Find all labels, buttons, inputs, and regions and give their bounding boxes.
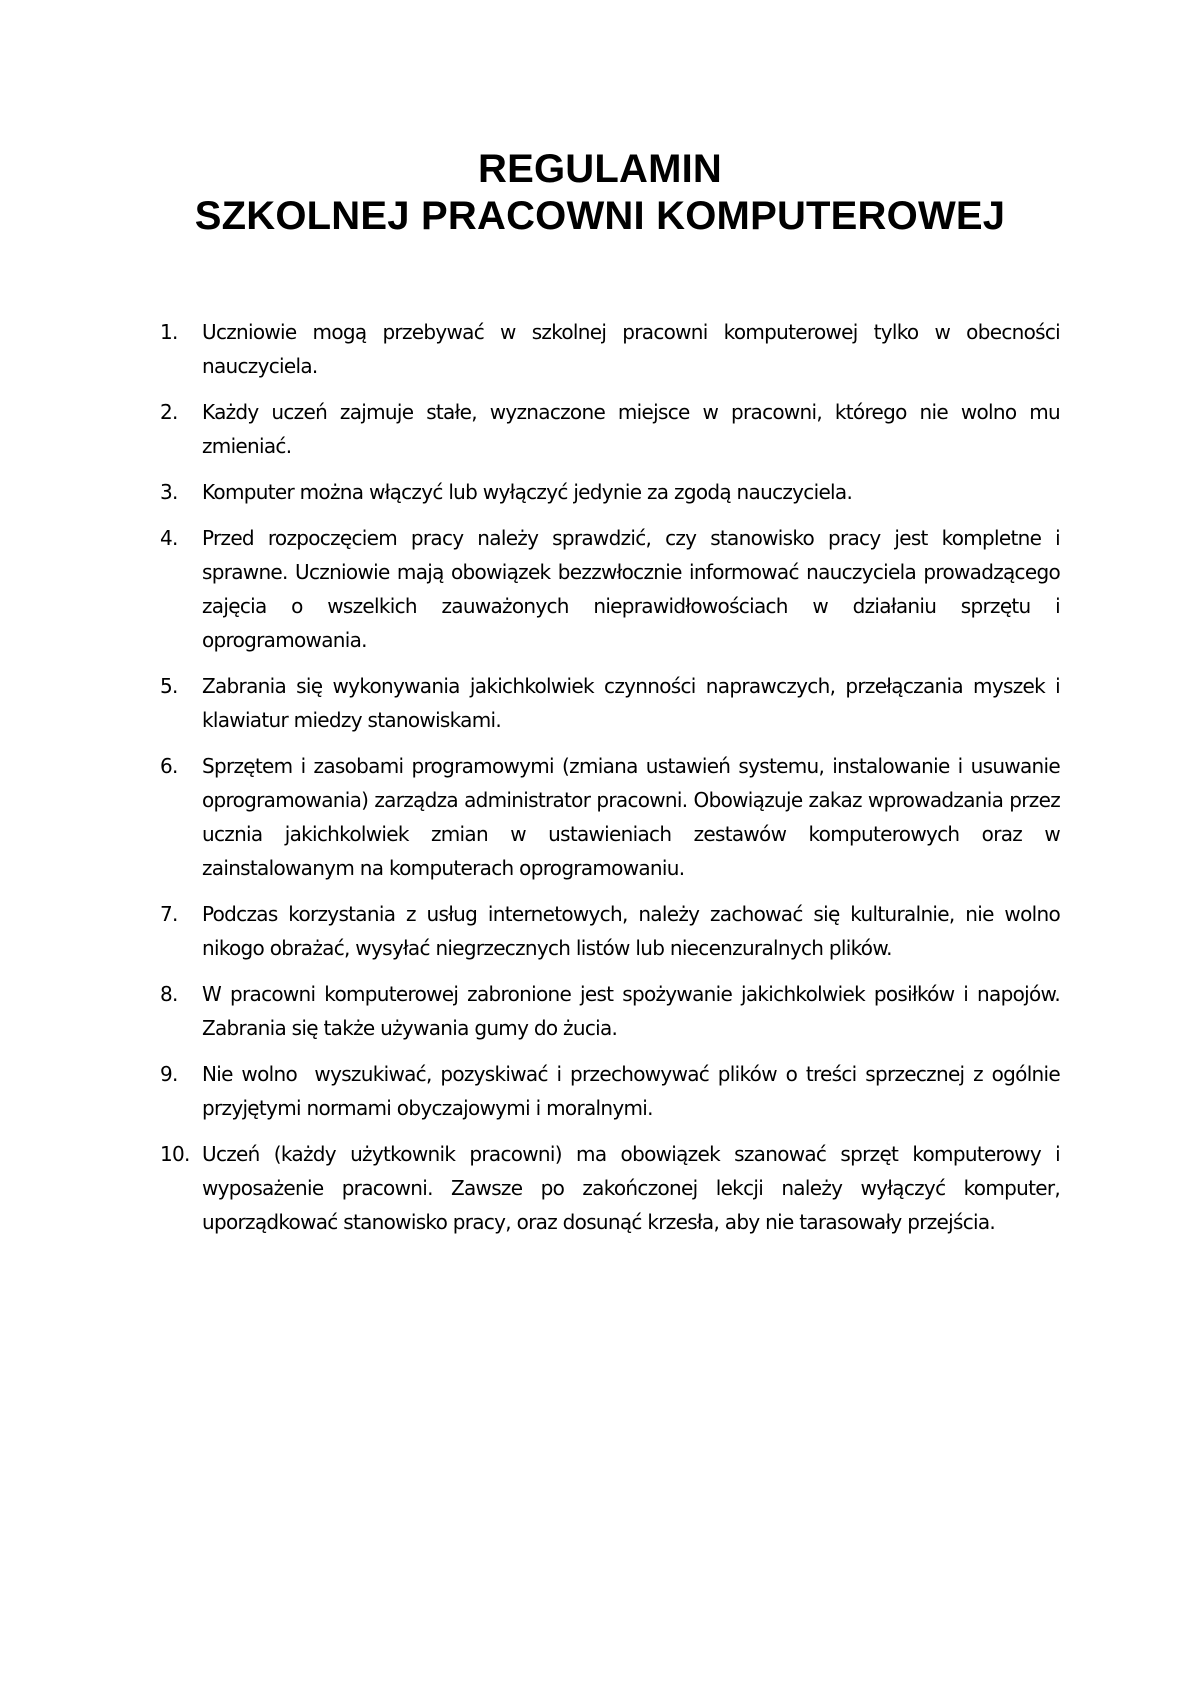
rule-text: Uczeń (każdy użytkownik pracowni) ma obowiązek szanować sprzęt komputerowy i wyposażenie pracowni. Zawsze po zakończonej lekcji należy wyłączyć komputer, uporządkować stanowisko pracy, oraz dosunąć krzesła, aby nie tarasowały przejścia. — [202, 1142, 1060, 1234]
document-title — [0, 146, 1200, 240]
rule-text: Komputer można włączyć lub wyłączyć jedynie za zgodą nauczyciela. — [202, 480, 853, 504]
rule-text: Przed rozpoczęciem pracy należy sprawdzić, czy stanowisko pracy jest kompletne i sprawne. Uczniowie mają obowiązek bezzwłocznie informować nauczyciela prowadzącego zajęcia o wszelkich zauważonych nieprawidłowościach w działaniu sprzętu i oprogramowania. — [202, 526, 1060, 652]
rule-item-9 — [160, 1057, 1066, 1125]
rule-item-7 — [160, 897, 1060, 965]
rule-item-2 — [160, 395, 1060, 463]
rule-text: Sprzętem i zasobami programowymi (zmiana ustawień systemu, instalowanie i usuwanie oprogramowania) zarządza administrator pracowni. Obowiązuje zakaz wprowadzania przez ucznia jakichkolwiek zmian w ustawieniach zestawów komputerowych oraz w zainstalowanym na komputerach oprogramowaniu. — [202, 754, 1060, 880]
rule-number: 10. — [160, 1142, 190, 1166]
rule-item-5 — [160, 669, 1060, 737]
rule-number: 4. — [160, 526, 178, 550]
rule-text: Podczas korzystania z usług internetowych, należy zachować się kulturalnie, nie wolno nikogo obrażać, wysyłać niegrzecznych listów lub niecenzuralnych plików. — [202, 902, 1060, 960]
title-line-2: SZKOLNEJ PRACOWNI KOMPUTEROWEJ — [194, 194, 1006, 238]
rule-number: 6. — [160, 754, 178, 778]
rule-item-8 — [160, 977, 1060, 1045]
rule-number: 9. — [160, 1062, 178, 1086]
rule-item-6 — [160, 749, 1060, 885]
rule-text: Uczniowie mogą przebywać w szkolnej pracowni komputerowej tylko w obecności nauczyciela. — [202, 320, 1060, 378]
rule-item-1 — [160, 315, 1060, 383]
rule-number: 2. — [160, 400, 178, 424]
rule-text: Zabrania się wykonywania jakichkolwiek czynności naprawczych, przełączania myszek i klawiatur miedzy stanowiskami. — [202, 674, 1060, 732]
rule-item-10 — [160, 1137, 1060, 1239]
rule-text: Nie wolno wyszukiwać, pozyskiwać i przechowywać plików o treści sprzecznej z ogólnie przyjętymi normami obyczajowymi i moralnymi. — [202, 1062, 1066, 1120]
rule-text: Każdy uczeń zajmuje stałe, wyznaczone miejsce w pracowni, którego nie wolno mu zmieniać. — [202, 400, 1060, 458]
rule-number: 7. — [160, 902, 178, 926]
rule-number: 8. — [160, 982, 178, 1006]
rule-item-3 — [160, 475, 1060, 509]
title-line-1: REGULAMIN — [477, 147, 722, 191]
rule-number: 5. — [160, 674, 178, 698]
rule-number: 1. — [160, 320, 178, 344]
rule-number: 3. — [160, 480, 178, 504]
rule-item-4 — [160, 521, 1060, 657]
rules-list — [160, 315, 1066, 1251]
rule-text: W pracowni komputerowej zabronione jest spożywanie jakichkolwiek posiłków i napojów. Zabrania się także używania gumy do żucia. — [202, 982, 1060, 1040]
